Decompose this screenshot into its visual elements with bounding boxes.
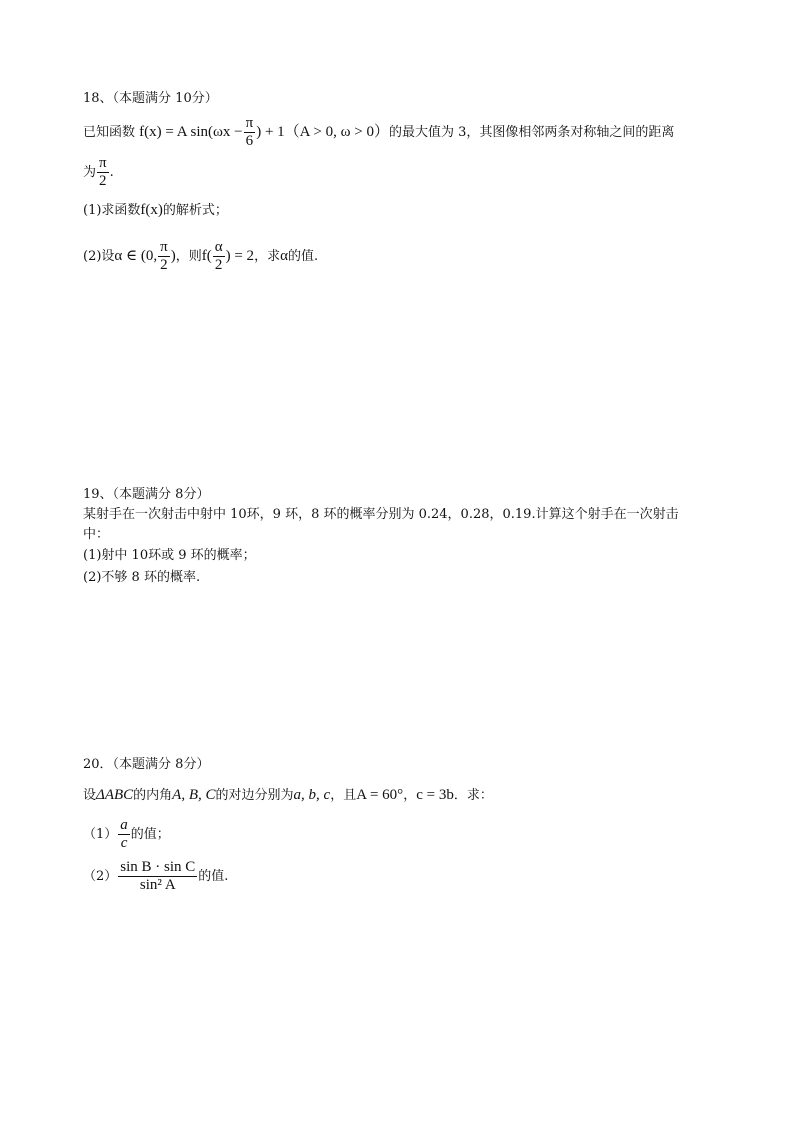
q18-statement-line1 (83, 112, 674, 152)
q18-p2-formula-a: α ∈ (0, (114, 248, 158, 264)
q18-part1 (83, 201, 228, 220)
q18-part2 (83, 236, 318, 276)
q18-p2-post: 的值. (287, 249, 319, 264)
q20-l1-pre: 设 (83, 788, 97, 803)
q18-p2-fraction2 (213, 239, 225, 274)
q18-l2-pre: 为 (83, 165, 97, 180)
q20-l1-sides: a, b, c (293, 787, 331, 803)
q18-l1-frac-den: 6 (245, 133, 254, 149)
q18-heading: 18、（本题满分 10分） (83, 91, 218, 106)
q18-statement-line2 (83, 153, 114, 193)
q18-p2-frac2-den: 2 (214, 257, 223, 273)
q18-l1-formula-b: ) + 1（A > 0, ω > 0） (256, 124, 389, 140)
q18-l1-post: 的最大值为 3，其图像相邻两条对称轴之间的距离 (388, 125, 675, 140)
q18-p2-formula-e: α (280, 248, 288, 264)
q20-p1-fraction (118, 817, 130, 852)
q20-l1-mid3: ，且 (330, 788, 357, 803)
q20-l1-post: ．求： (453, 788, 493, 803)
q18-p1-post: 的解析式； (162, 203, 228, 218)
q18-l1-pre: 已知函数 (83, 125, 136, 140)
q18-l1-formula-a: f(x) = A sin(ωx − (139, 124, 243, 140)
q19-statement-line2: 中： (83, 527, 110, 542)
q20-p2-post: 的值. (198, 869, 229, 884)
q20-p1-label: （1） (83, 827, 118, 842)
q18-l1-fraction (244, 115, 256, 150)
q20-p1-frac-den: c (120, 835, 128, 851)
q18-p1-label: (1)求函数 (83, 203, 141, 218)
q20-l1-side-relation: c = 3b (416, 787, 454, 803)
q20-l1-angles: A, B, C (172, 787, 216, 803)
q20-p2-frac-den: sin² A (139, 877, 176, 893)
q20-p1-frac-num: a (120, 817, 128, 833)
q18-l2-frac-num: π (99, 155, 107, 171)
q20-part2 (83, 857, 228, 897)
q18-p2-fraction1 (158, 239, 170, 274)
q20-p2-frac-num: sin B · sin C (120, 859, 196, 875)
q18-l2-fraction (97, 155, 109, 190)
q18-p2-frac2-num: α (214, 239, 223, 255)
q18-l2-frac-den: 2 (99, 173, 107, 189)
q20-p2-fraction (118, 859, 197, 894)
q18-p2-frac1-num: π (160, 239, 168, 255)
q18-p2-formula-c: f( (201, 248, 212, 264)
q20-l1-mid4: ， (403, 788, 417, 803)
q19-statement-line1: 某射手在一次射击中射中 10环，9 环，8 环的概率分别为 0.24，0.28，0.19.计算这个射手在一次射击 (83, 507, 679, 522)
q18-p2-mid: ，则 (175, 249, 202, 264)
q18-l2-post: . (109, 165, 114, 180)
q18-p1-formula: f(x) (140, 202, 163, 218)
q20-l1-mid2: 的对边分别为 (215, 788, 294, 803)
q18-l1-frac-num: π (245, 115, 254, 131)
q20-l1-angle-value: A = 60° (356, 787, 404, 803)
q19-part1: (1)射中 10环或 9 环的概率； (83, 548, 256, 563)
q18-p2-formula-b: ) (170, 248, 176, 264)
q19-heading: 19、（本题满分 8分） (83, 487, 210, 502)
q20-part1 (83, 815, 170, 855)
q19-part2: (2)不够 8 环的概率. (83, 570, 201, 585)
q18-p2-formula-d: ) = 2 (225, 248, 255, 264)
q18-p2-pre: (2)设 (83, 249, 115, 264)
q20-statement (83, 786, 493, 805)
q20-heading: 20．（本题满分 8分） (83, 757, 210, 772)
q20-l1-mid1: 的内角 (133, 788, 173, 803)
q20-p2-label: （2） (83, 869, 118, 884)
q18-p2-mid2: ，求 (254, 249, 281, 264)
q20-p1-post: 的值； (130, 827, 170, 842)
q20-l1-triangle: ΔABC (96, 787, 134, 803)
q18-p2-frac1-den: 2 (160, 257, 168, 273)
